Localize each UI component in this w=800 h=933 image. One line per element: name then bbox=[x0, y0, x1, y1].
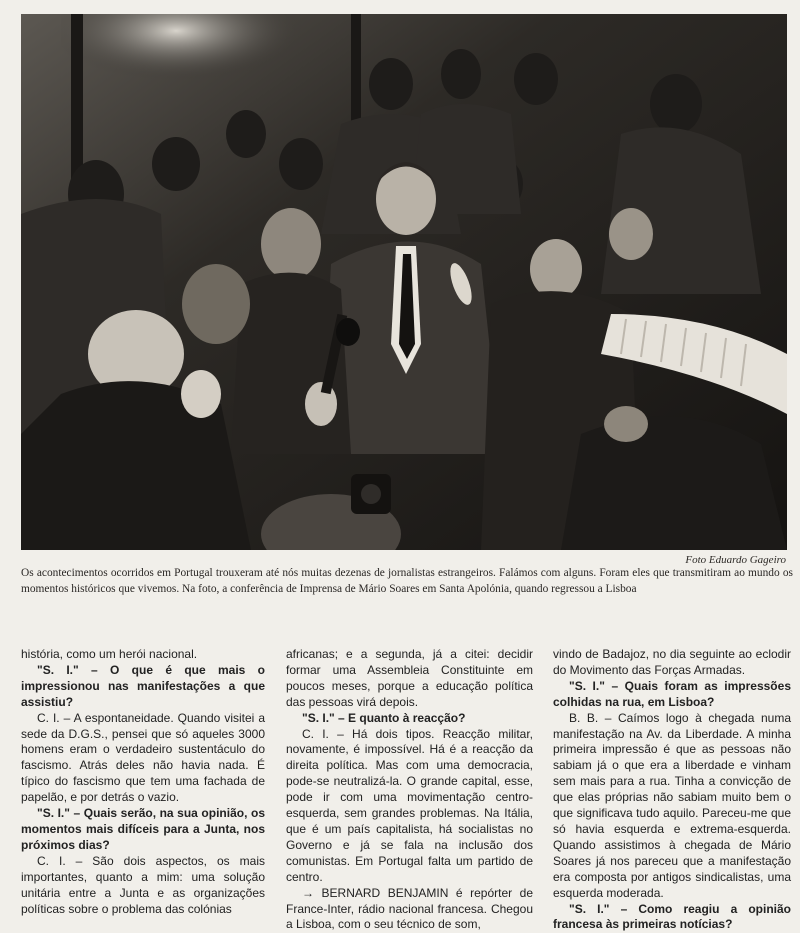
photo-illustration bbox=[21, 14, 787, 550]
article-column-2 bbox=[286, 647, 533, 933]
interview-question: "S. I." – Quais foram as impressões colhidas na rua, em Lisboa? bbox=[553, 679, 791, 711]
article-paragraph: C. I. – Há dois tipos. Reacção militar, novamente, é impossível. Há é a reacção da direita política. Mas com uma democracia, pode-se neutralizá-la. O grande capital, esse, pode ir com uma movimentação centro-esquerda, sem grandes problemas. Na Itália, que é um país capitalista, há socialistas no Governo e já se fala na inclusão dos comunistas. Em Portugal falta um partido de centro. bbox=[286, 727, 533, 886]
interview-question: "S. I." – E quanto à reacção? bbox=[286, 711, 533, 727]
article-paragraph: vindo de Badajoz, no dia seguinte ao eclodir do Movimento das Forças Armadas. bbox=[553, 647, 791, 679]
interview-question: "S. I." – O que é que mais o impressionou nas manifestações a que assistiu? bbox=[21, 663, 265, 711]
press-conference-photo bbox=[21, 14, 787, 550]
article-paragraph: B. B. – Caímos logo à chegada numa manifestação na Av. da Liberdade. A minha primeira impressão é que as pessoas não sabiam já o que era a liberdade e vinham sem mais para a rua. Tinha a convicção de que elas próprias não sabiam muito bem o que significava tudo aquilo. Pareceu-me que só havia esquerda e extrema-esquerda. Quando assistimos à chegada de Mário Soares já nos pareceu que a manifestação era composta por antigos sindicalistas, uma esquerda moderada. bbox=[553, 711, 791, 902]
photo-caption: Os acontecimentos ocorridos em Portugal trouxeram até nós muitas dezenas de jornalistas estrangeiros. Falámos com alguns. Foram eles que transmitiram ao mundo os momentos históricos que vivemos. Na foto, a conferência de Imprensa de Mário Soares em Santa Apolónia, quando regressou a Lisboa bbox=[21, 566, 793, 597]
article-paragraph: africanas; e a segunda, já a citei: decidir formar uma Assembleia Constituinte em poucos meses, porque a educação política das pessoas virá depois. bbox=[286, 647, 533, 711]
article-column-3 bbox=[553, 647, 791, 933]
article-column-1 bbox=[21, 647, 265, 917]
photo-credit: Foto Eduardo Gageiro bbox=[685, 554, 786, 566]
article-paragraph: C. I. – A espontaneidade. Quando visitei a sede da D.G.S., pensei que só aqueles 3000 homens eram o verdadeiro sustentáculo do fascismo. Atrás deles não havia nada. É típico do fascismo que tem uma fachada de papelão, e por detrás o vazio. bbox=[21, 711, 265, 806]
interview-question: "S. I." – Quais serão, na sua opinião, os momentos mais difíceis para a Junta, nos próximos dias? bbox=[21, 806, 265, 854]
article-paragraph: história, como um herói nacional. bbox=[21, 647, 265, 663]
article-paragraph: → BERNARD BENJAMIN é repórter de France-Inter, rádio nacional francesa. Chegou a Lisboa, com o seu técnico de som, bbox=[286, 886, 533, 933]
interview-question: "S. I." – Como reagiu a opinião francesa às primeiras notícias? bbox=[553, 902, 791, 933]
article-paragraph: C. I. – São dois aspectos, os mais importantes, quanto a mim: uma solução unitária entre a Junta e as organizações políticas sobre o problema das colónias bbox=[21, 854, 265, 918]
